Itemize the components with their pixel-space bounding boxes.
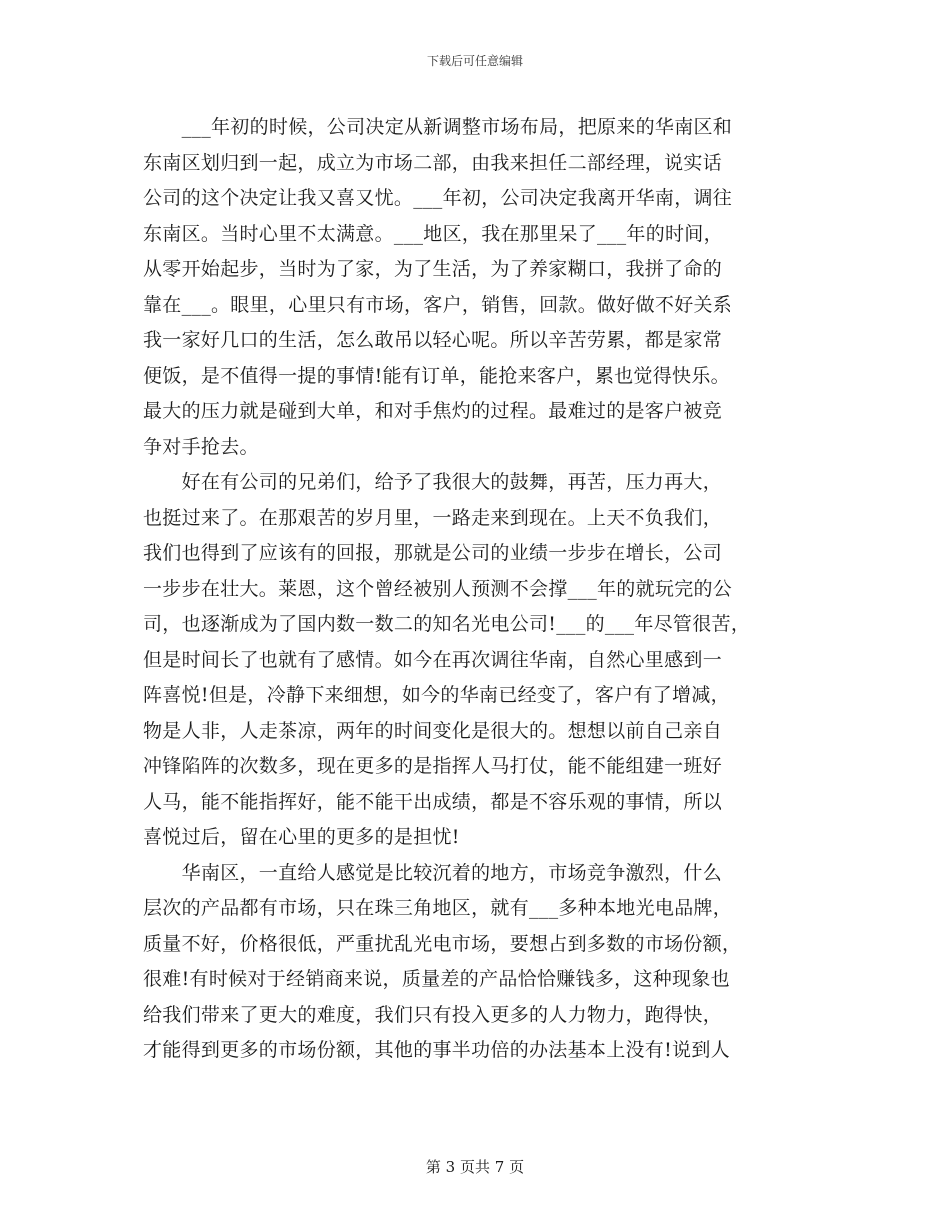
paragraph-1 — [143, 110, 823, 465]
text-line: 最大的压力就是碰到大单，和对手焦灼的过程。最难过的是客户被竞 — [143, 400, 723, 422]
page-footer: 第 3 页共 7 页 — [425, 1158, 525, 1176]
paragraph-3 — [143, 856, 823, 1069]
text-line: 层次的产品都有市场，只在珠三角地区，就有___多种本地光电品牌， — [143, 897, 733, 919]
text-line: 才能得到更多的市场份额，其他的事半功倍的办法基本上没有!说到人 — [143, 1039, 730, 1061]
paragraph-2 — [143, 465, 823, 856]
text-line: 物是人非，人走茶凉，两年的时间变化是很大的。想想以前自己亲自 — [143, 719, 723, 742]
text-line: 我们也得到了应该有的回报，那就是公司的业绩一步步在增长，公司 — [143, 542, 723, 564]
text-line: 喜悦过后，留在心里的更多的是担忧! — [143, 826, 460, 848]
text-line: 一步步在壮大。莱恩，这个曾经被别人预测不会撑___年的就玩完的公 — [143, 577, 733, 600]
text-line: 人马，能不能指挥好，能不能干出成绩，都是不容乐观的事情，所以 — [143, 790, 723, 813]
text-line: 冲锋陷阵的次数多，现在更多的是指挥人马打仗，能不能组建一班好 — [143, 755, 723, 777]
text-line: 华南区，一直给人感觉是比较沉着的地方，市场竞争激烈，什么 — [143, 861, 723, 884]
text-line: 东南区。当时心里不太满意。___地区，我在那里呆了___年的时间， — [143, 222, 723, 245]
text-line: 很难!有时候对于经销商来说，质量差的产品恰恰赚钱多，这种现象也 — [143, 968, 730, 990]
text-line: 质量不好，价格很低，严重扰乱光电市场，要想占到多数的市场份额， — [143, 932, 742, 955]
text-line: 东南区划归到一起，成立为市场二部，由我来担任二部经理，说实话 — [143, 151, 723, 174]
text-line: 阵喜悦!但是，冷静下来细想，如今的华南已经变了，客户有了增减， — [143, 684, 730, 706]
text-line: 我一家好几口的生活，怎么敢吊以轻心呢。所以辛苦劳累，都是家常 — [143, 329, 723, 351]
text-line: 好在有公司的兄弟们，给予了我很大的鼓舞，再苦，压力再大， — [143, 471, 723, 493]
page-header: 下载后可任意编辑 — [426, 54, 523, 68]
text-line: 也挺过来了。在那艰苦的岁月里，一路走来到现在。上天不负我们， — [143, 506, 723, 529]
text-line: 给我们带来了更大的难度，我们只有投入更多的人力物力，跑得快， — [143, 1003, 723, 1026]
text-line: 从零开始起步，当时为了家，为了生活，为了养家糊口，我拼了命的 — [143, 258, 723, 280]
text-line: 靠在___。眼里，心里只有市场，客户，销售，回款。做好做不好关系 — [143, 293, 733, 316]
document-body — [143, 110, 823, 1069]
text-line: ___年初的时候，公司决定从新调整市场布局，把原来的华南区和 — [143, 116, 733, 138]
text-line: 公司的这个决定让我又喜又忧。___年初，公司决定我离开华南，调往 — [143, 187, 733, 209]
text-line: 司，也逐渐成为了国内数一数二的知名光电公司!___的___年尽管很苦， — [143, 613, 751, 635]
text-line: 争对手抢去。 — [143, 435, 259, 458]
text-line: 但是时间长了也就有了感情。如今在再次调往华南，自然心里感到一 — [143, 648, 723, 671]
text-line: 便饭，是不值得一提的事情!能有订单，能抢来客户，累也觉得快乐。 — [143, 364, 730, 387]
